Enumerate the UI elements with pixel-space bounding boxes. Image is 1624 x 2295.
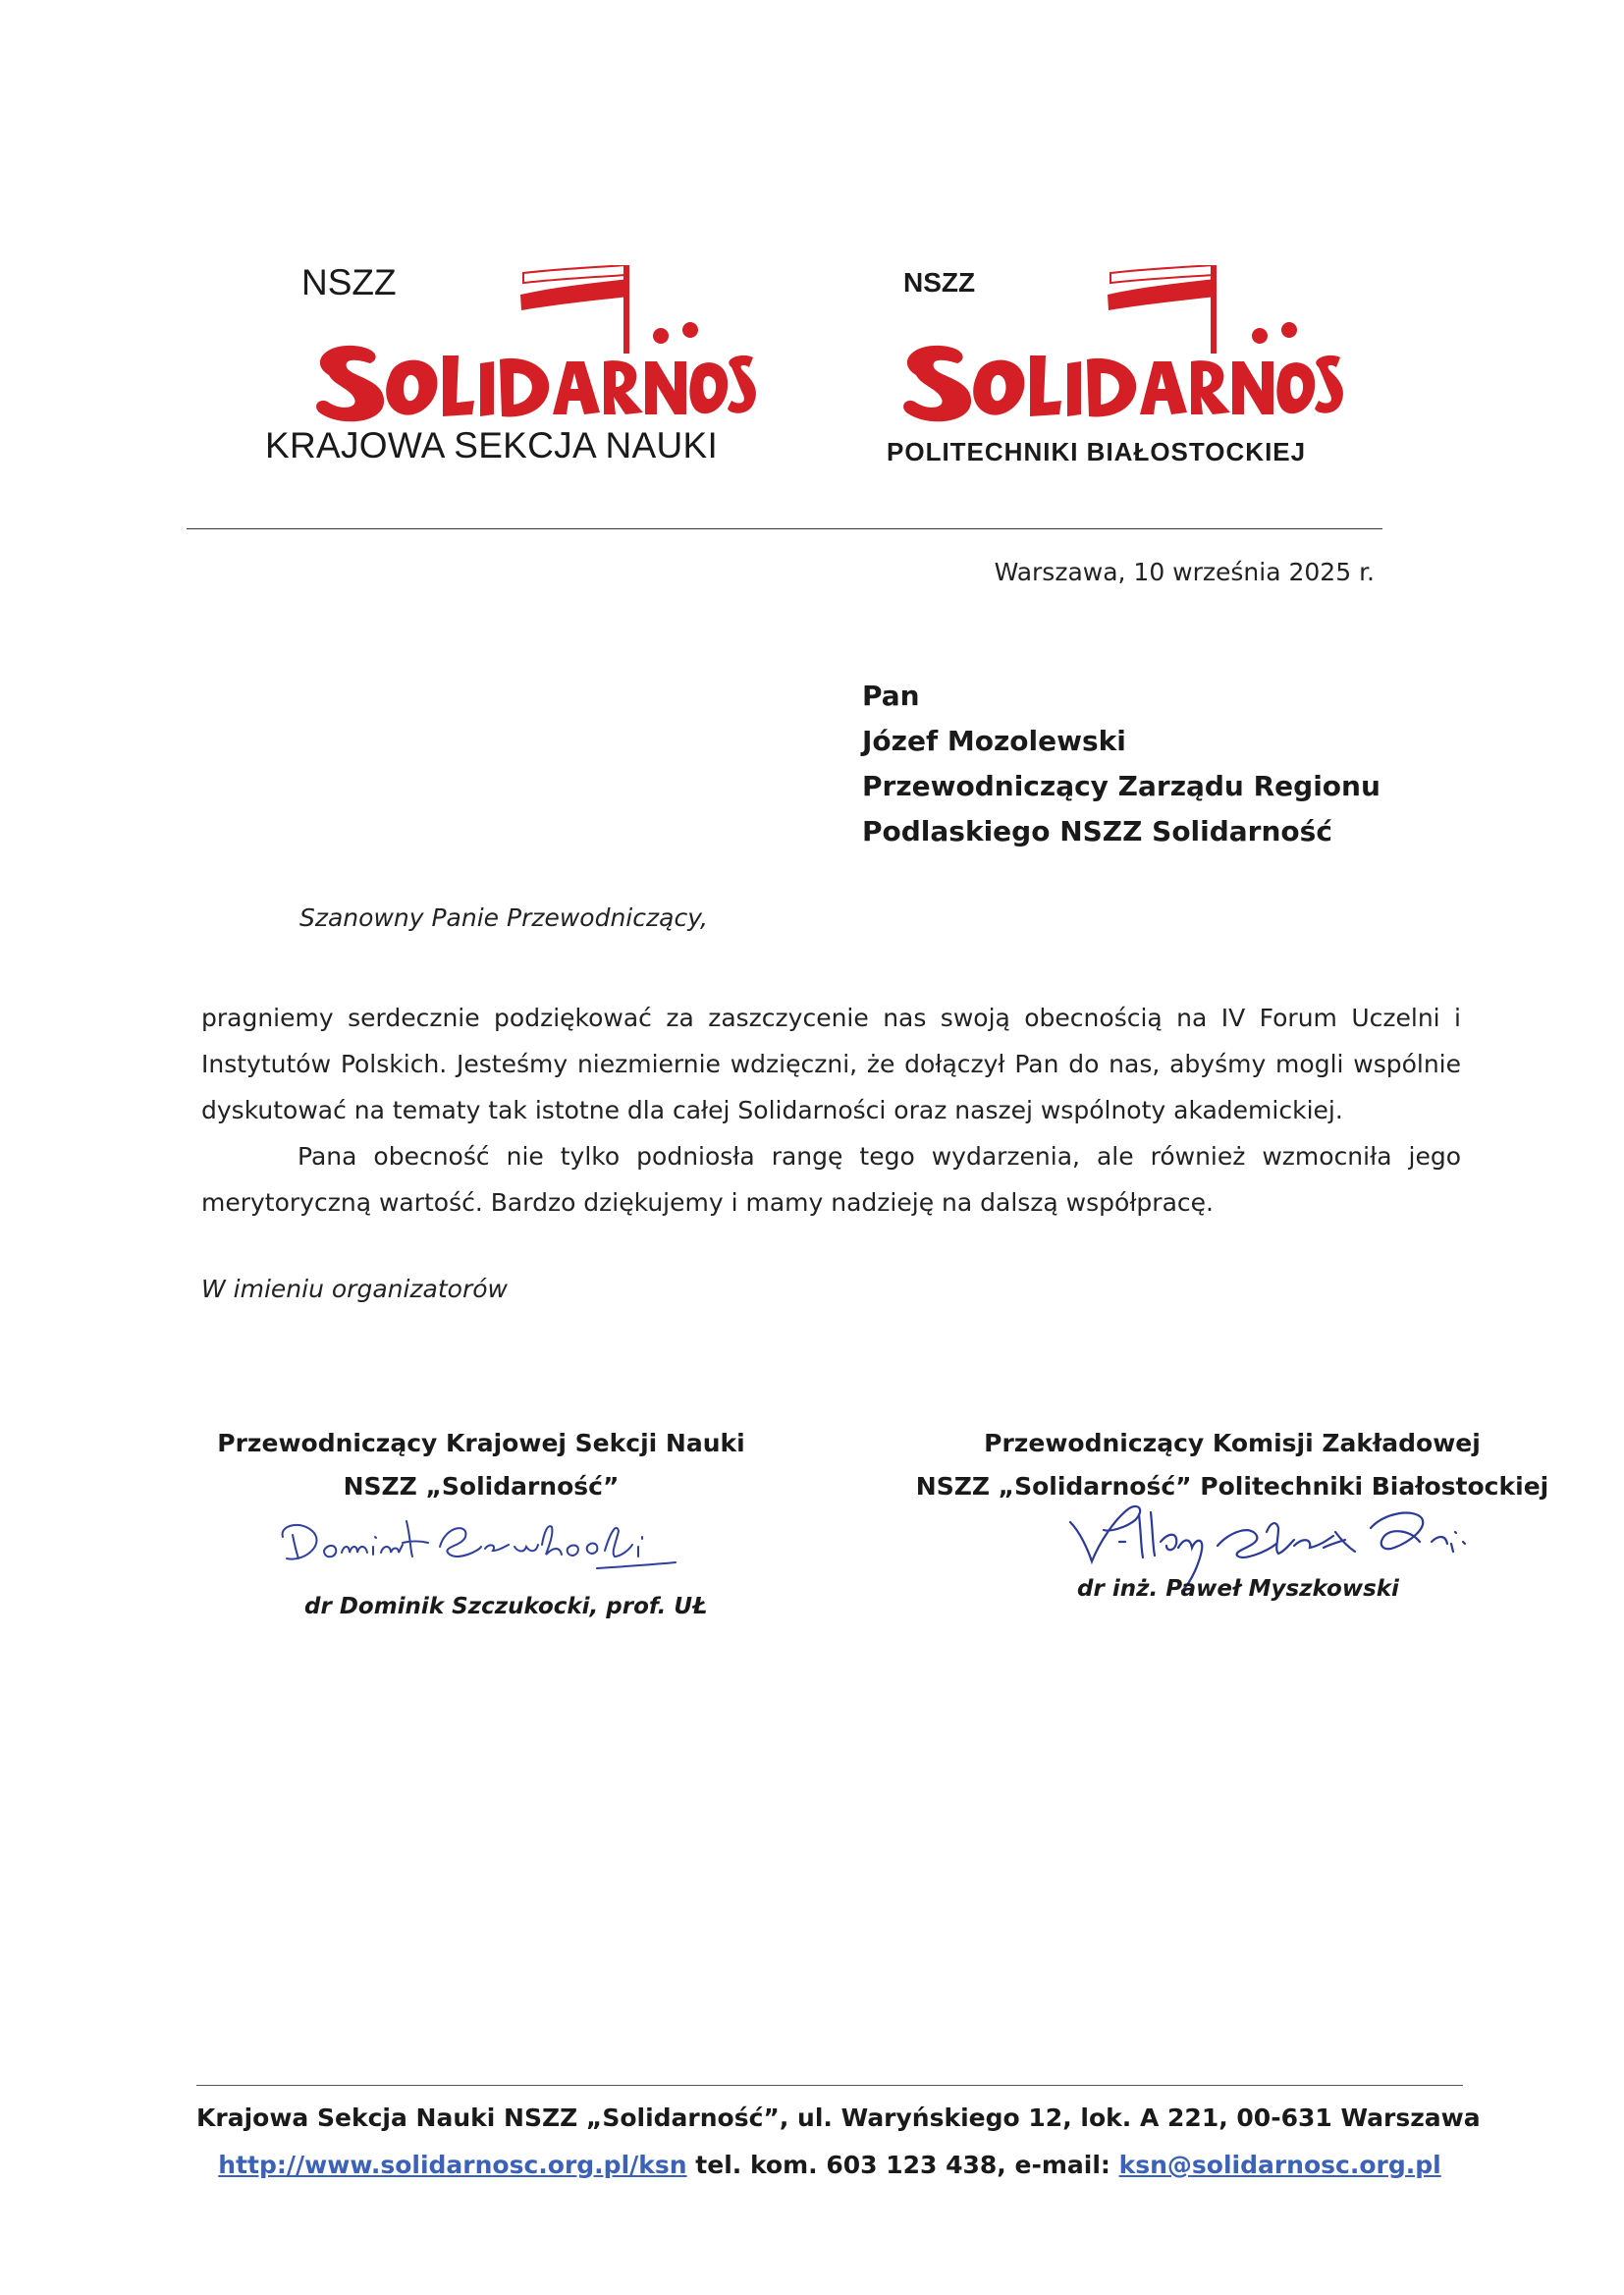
signature-left-title-1: Przewodniczący Krajowej Sekcji Nauki [217,1429,745,1457]
logo-left-subtitle: KRAJOWA SEKCJA NAUKI [265,425,719,465]
signature-block-left [201,1422,761,1508]
solidarnosc-wordmark-left [299,265,761,432]
body-paragraph-1: pragniemy serdecznie podziękować za zaszczycenie nas swoją obecnością na IV Forum Uczelni i Instytutów Polskich. Jesteśmy niezmiernie wdzięczni, że dołączył Pan do nas, abyśmy mogli wspólnie dyskutować na tematy tak istotne dla całej Solidarności oraz naszej wspólnoty akademickiej. [201,1004,1461,1124]
letter-date: Warszawa, 10 września 2025 r. [994,558,1375,586]
addressee-line-3: Przewodniczący Zarządu Regionu [862,770,1380,802]
addressee-block [862,674,1380,854]
footer-email-link[interactable]: ksn@solidarnosc.org.pl [1118,2151,1441,2179]
footer-divider [196,2085,1463,2086]
body-paragraph-2: Pana obecność nie tylko podniosła rangę tego wydarzenia, ale również wzmocniła jego merytoryczną wartość. Bardzo dziękujemy i mamy nadzieję na dalszą współpracę. [201,1142,1461,1217]
signature-left-title-2: NSZZ „Solidarność” [343,1472,620,1501]
addressee-line-1: Pan [862,680,920,712]
solidarnosc-wordmark-right [887,265,1368,432]
logo-politechnika-bialostocka [879,257,1389,478]
signature-left-name: dr Dominik Szczukocki, prof. UŁ [304,1594,708,1619]
closing-line: W imieniu organizatorów [201,1275,508,1303]
addressee-line-2: Józef Mozolewski [862,725,1126,757]
signature-right-title-1: Przewodniczący Komisji Zakładowej [984,1429,1481,1457]
signature-right-title-2: NSZZ „Solidarność” Politechniki Białostockiej [915,1472,1549,1501]
signature-right-name: dr inż. Paweł Myszkowski [1077,1576,1399,1602]
logo-right-subtitle: POLITECHNIKI BIAŁOSTOCKIEJ [887,437,1307,466]
addressee-line-4: Podlaskiego NSZZ Solidarność [862,815,1332,847]
footer-website-link[interactable]: http://www.solidarnosc.org.pl/ksn [218,2151,687,2179]
salutation: Szanowny Panie Przewodniczący, [299,903,708,932]
footer-address: Krajowa Sekcja Nauki NSZZ „Solidarność”, ul. Waryńskiego 12, lok. A 221, 00-631 Warszawa [196,2104,1481,2132]
logo-left-prefix: NSZZ [301,262,397,302]
handwritten-signature-left [273,1507,685,1586]
header-divider [187,528,1382,529]
logo-krajowa-sekcja-nauki [260,250,771,476]
logo-right-prefix: NSZZ [903,267,976,298]
footer-contact [196,2151,1463,2179]
footer-phone: tel. kom. 603 123 438, e-mail: [686,2151,1119,2179]
